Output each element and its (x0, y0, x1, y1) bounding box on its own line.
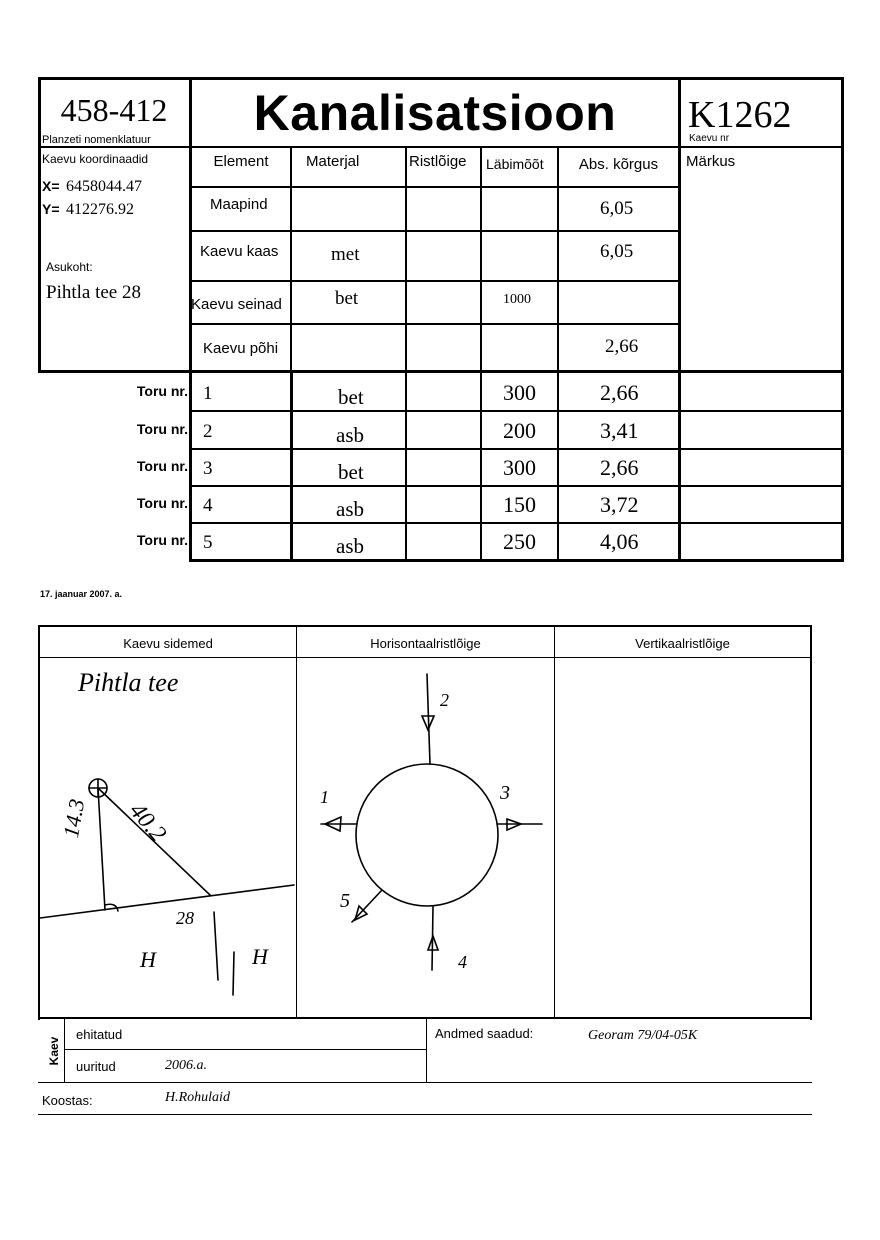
grid-line (290, 148, 292, 370)
built-label: ehitatud (76, 1027, 123, 1042)
footer-line (426, 1019, 427, 1082)
well-number-label: Kaevu nr (689, 133, 730, 144)
col-element: Element (213, 153, 269, 170)
x-value: 6458044.47 (66, 178, 142, 195)
street-line (40, 885, 294, 918)
pipe-elevation: 4,06 (600, 529, 639, 554)
distance-b: 40.2 (124, 798, 171, 847)
well-circle (356, 764, 498, 906)
grid-line (557, 373, 559, 561)
grid-line (480, 373, 482, 561)
pipe-label-2: 2 (440, 690, 449, 710)
grid-line (290, 373, 293, 561)
form-col-line-1 (189, 77, 192, 562)
form-border-bottom (189, 559, 843, 562)
h-mark-right: H (252, 944, 268, 969)
grid-line (190, 323, 679, 325)
form-header-line (38, 146, 843, 148)
grid-line (189, 485, 843, 487)
pipe-elevation: 2,66 (600, 380, 639, 405)
pipe-diameter: 250 (503, 529, 536, 554)
author-value: H.Rohulaid (165, 1090, 230, 1105)
pipe-elevation: 2,66 (600, 455, 639, 480)
x-label: X= (42, 178, 60, 194)
element-elevation: 6,05 (600, 198, 634, 219)
grid-line (190, 230, 679, 232)
footer-line (38, 1114, 812, 1115)
pipe-number: 4 (203, 495, 213, 516)
grid-line (189, 410, 843, 412)
pipe-line (427, 674, 430, 764)
sketch-border (38, 657, 812, 658)
grid-line (480, 148, 482, 370)
distance-a: 14.3 (58, 797, 90, 840)
grid-line (190, 186, 679, 188)
sketch-heading-links: Kaevu sidemed (123, 636, 213, 651)
element-name: Kaevu seinad (191, 296, 282, 313)
form-divider-pipes (38, 370, 843, 373)
sheet-number-label: Planzeti nomenklatuur (42, 134, 151, 146)
col-material: Materjal (306, 153, 360, 170)
pipe-label-3: 3 (500, 782, 510, 804)
location-label: Asukoht: (46, 260, 93, 274)
element-material: met (331, 244, 360, 265)
pipe-label: Toru nr. (136, 458, 188, 474)
footer-line (64, 1049, 426, 1050)
form-col-line-remark (678, 77, 681, 562)
pipe-label: Toru nr. (136, 495, 188, 511)
pipe-material: bet (338, 385, 364, 409)
pipe-label-5: 5 (340, 890, 350, 912)
source-value: Georam 79/04-05K (588, 1028, 698, 1043)
footer-line (38, 1082, 812, 1083)
page-title: Kanalisatsioon (253, 85, 617, 141)
pipe-diameter: 300 (503, 455, 536, 480)
pipe-label: Toru nr. (136, 532, 188, 548)
sketch-border (810, 625, 812, 1020)
surveyed-label: uuritud (76, 1059, 116, 1074)
offset-line (98, 788, 105, 910)
form-border-top (38, 77, 843, 80)
h-mark-left: H (140, 947, 156, 972)
sheet-number: 458-412 (60, 92, 168, 128)
location-value: Pihtla tee 28 (46, 282, 141, 303)
col-elevation: Abs. kõrgus (578, 156, 659, 173)
horizontal-section-diagram (297, 660, 554, 1016)
pipe-number: 1 (203, 383, 213, 404)
y-label: Y= (42, 201, 60, 217)
grid-line (189, 522, 843, 524)
property-line (233, 952, 234, 995)
pipe-elevation: 3,72 (600, 492, 639, 517)
pipe-number: 3 (203, 458, 213, 479)
author-label: Koostas: (42, 1093, 93, 1108)
house-number: 28 (176, 908, 194, 928)
sketch-border (554, 625, 555, 1018)
document-date: 17. jaanuar 2007. a. (40, 589, 123, 599)
source-label: Andmed saadud: (435, 1026, 534, 1041)
sketch-border (38, 1017, 812, 1019)
element-material: bet (335, 288, 359, 309)
pipe-label-4: 4 (458, 952, 467, 972)
pipe-material: asb (336, 423, 364, 447)
property-line (214, 912, 218, 980)
element-elevation: 2,66 (605, 336, 639, 357)
y-value: 412276.92 (66, 201, 134, 218)
grid-line (557, 148, 559, 370)
pipe-elevation: 3,41 (600, 418, 639, 443)
col-section: Ristlõige (409, 153, 467, 170)
col-remark: Märkus (686, 153, 736, 170)
pipe-number: 5 (203, 532, 213, 553)
element-name: Maapind (210, 196, 268, 213)
well-number: K1262 (688, 94, 792, 136)
pipe-material: bet (338, 460, 364, 484)
form-border-right (841, 77, 844, 562)
footer-line (64, 1019, 65, 1082)
pipe-diameter: 150 (503, 492, 536, 517)
surveyed-value: 2006.a. (165, 1058, 207, 1073)
pipe-diameter: 200 (503, 418, 536, 443)
pipe-material: asb (336, 497, 364, 521)
side-label: Kaev (47, 1036, 61, 1066)
element-elevation: 6,05 (600, 241, 634, 262)
sketch-heading-vertical: Vertikaalristlõige (635, 636, 730, 651)
coords-label: Kaevu koordinaadid (42, 152, 149, 166)
grid-line (405, 148, 407, 370)
element-name: Kaevu põhi (203, 340, 279, 357)
pipe-number: 2 (203, 421, 213, 442)
sketch-heading-horizontal: Horisontaalristlõige (370, 636, 481, 651)
sketch-border (38, 625, 812, 627)
grid-line (189, 448, 843, 450)
grid-line (190, 280, 679, 282)
pipe-diameter: 300 (503, 380, 536, 405)
street-note: Pihtla tee (78, 668, 179, 697)
pipe-material: asb (336, 534, 364, 558)
pipe-label: Toru nr. (136, 383, 188, 399)
col-diameter: Läbimõõt (486, 156, 544, 172)
grid-line (405, 373, 407, 561)
pipe-label-1: 1 (320, 787, 329, 807)
element-name: Kaevu kaas (200, 243, 279, 260)
pipe-label: Toru nr. (136, 421, 188, 437)
element-diameter: 1000 (503, 292, 531, 307)
